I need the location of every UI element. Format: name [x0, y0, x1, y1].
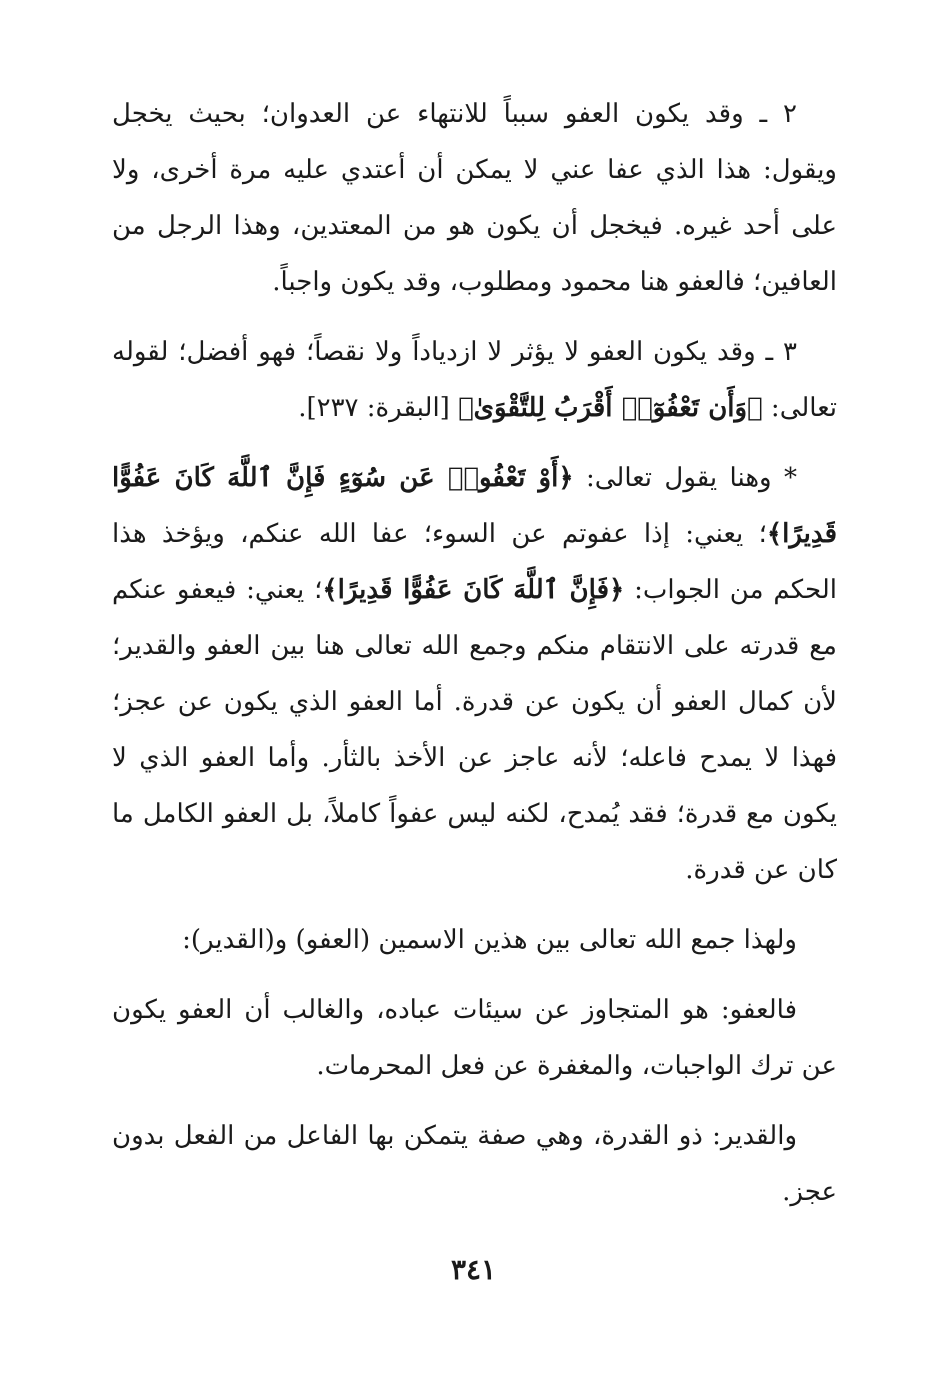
paragraph-al-afuww	[112, 982, 837, 1094]
paragraph-text: * وهنا يقول تعالى:	[573, 463, 797, 493]
verse-reference: [البقرة: ٢٣٧].	[298, 393, 459, 423]
page-body	[112, 86, 837, 1234]
quran-verse: ﴿وَأَن تَعْفُوٓا۟ أَقْرَبُ لِلتَّقْوَىٰ﴾	[458, 393, 763, 423]
paragraph-text: ؛ يعني: فيعفو عنكم مع قدرته على الانتقام منكم وجمع الله تعالى هنا بين العفو والقدير؛ لأن كمال العفو أن يكون عن قدرة. أما العفو الذي يكون عن عجز؛ فهذا لا يمدح فاعله؛ لأنه عاجز عن الأخذ بالثأر. وأما العفو الذي لا يكون مع قدرة؛ فقد يُمدح، لكنه ليس عفواً كاملاً، بل العفو الكامل ما كان عن قدرة.	[112, 575, 837, 885]
paragraph-text: ولهذا جمع الله تعالى بين هذين الاسمين (العفو) و(القدير):	[182, 925, 797, 955]
paragraph-point-3	[112, 324, 837, 436]
quran-verse: ﴿أَوْ تَعْفُوا۟ عَن سُوٓءٍ فَإِنَّ ٱللَّهَ كَانَ عَفُوًّا قَدِيرًا﴾	[112, 463, 837, 549]
paragraph-text: ٣ ـ وقد يكون العفو لا يؤثر لا ازدياداً ولا نقصاً؛ فهو أفضل؛ لقوله تعالى:	[112, 337, 837, 423]
page-number: ٣٤١	[450, 1253, 497, 1286]
quran-verse: ﴿فَإِنَّ ٱللَّهَ كَانَ عَفُوًّا قَدِيرًا﴾	[322, 575, 625, 605]
paragraph-text: ٢ ـ وقد يكون العفو سبباً للانتهاء عن العدوان؛ بحيث يخجل ويقول: هذا الذي عفا عني لا يمكن أن أعتدي عليه مرة أخرى، ولا على أحد غيره. فيخجل أن يكون هو من المعتدين، وهذا الرجل من العافين؛ فالعفو هنا محمود ومطلوب، وقد يكون واجباً.	[112, 99, 837, 297]
paragraph-point-2	[112, 86, 837, 310]
paragraph-two-names	[112, 912, 837, 968]
paragraph-verse-commentary	[112, 450, 837, 898]
paragraph-text: والقدير: ذو القدرة، وهي صفة يتمكن بها الفاعل من الفعل بدون عجز.	[112, 1121, 837, 1207]
paragraph-al-qadir	[112, 1108, 837, 1220]
paragraph-text: فالعفو: هو المتجاوز عن سيئات عباده، والغالب أن العفو يكون عن ترك الواجبات، والمغفرة عن فعل المحرمات.	[112, 995, 837, 1081]
paragraph-text: ؛ يعني: إذا عفوتم عن السوء؛ عفا الله عنكم، ويؤخذ هذا الحكم من الجواب:	[112, 519, 837, 605]
